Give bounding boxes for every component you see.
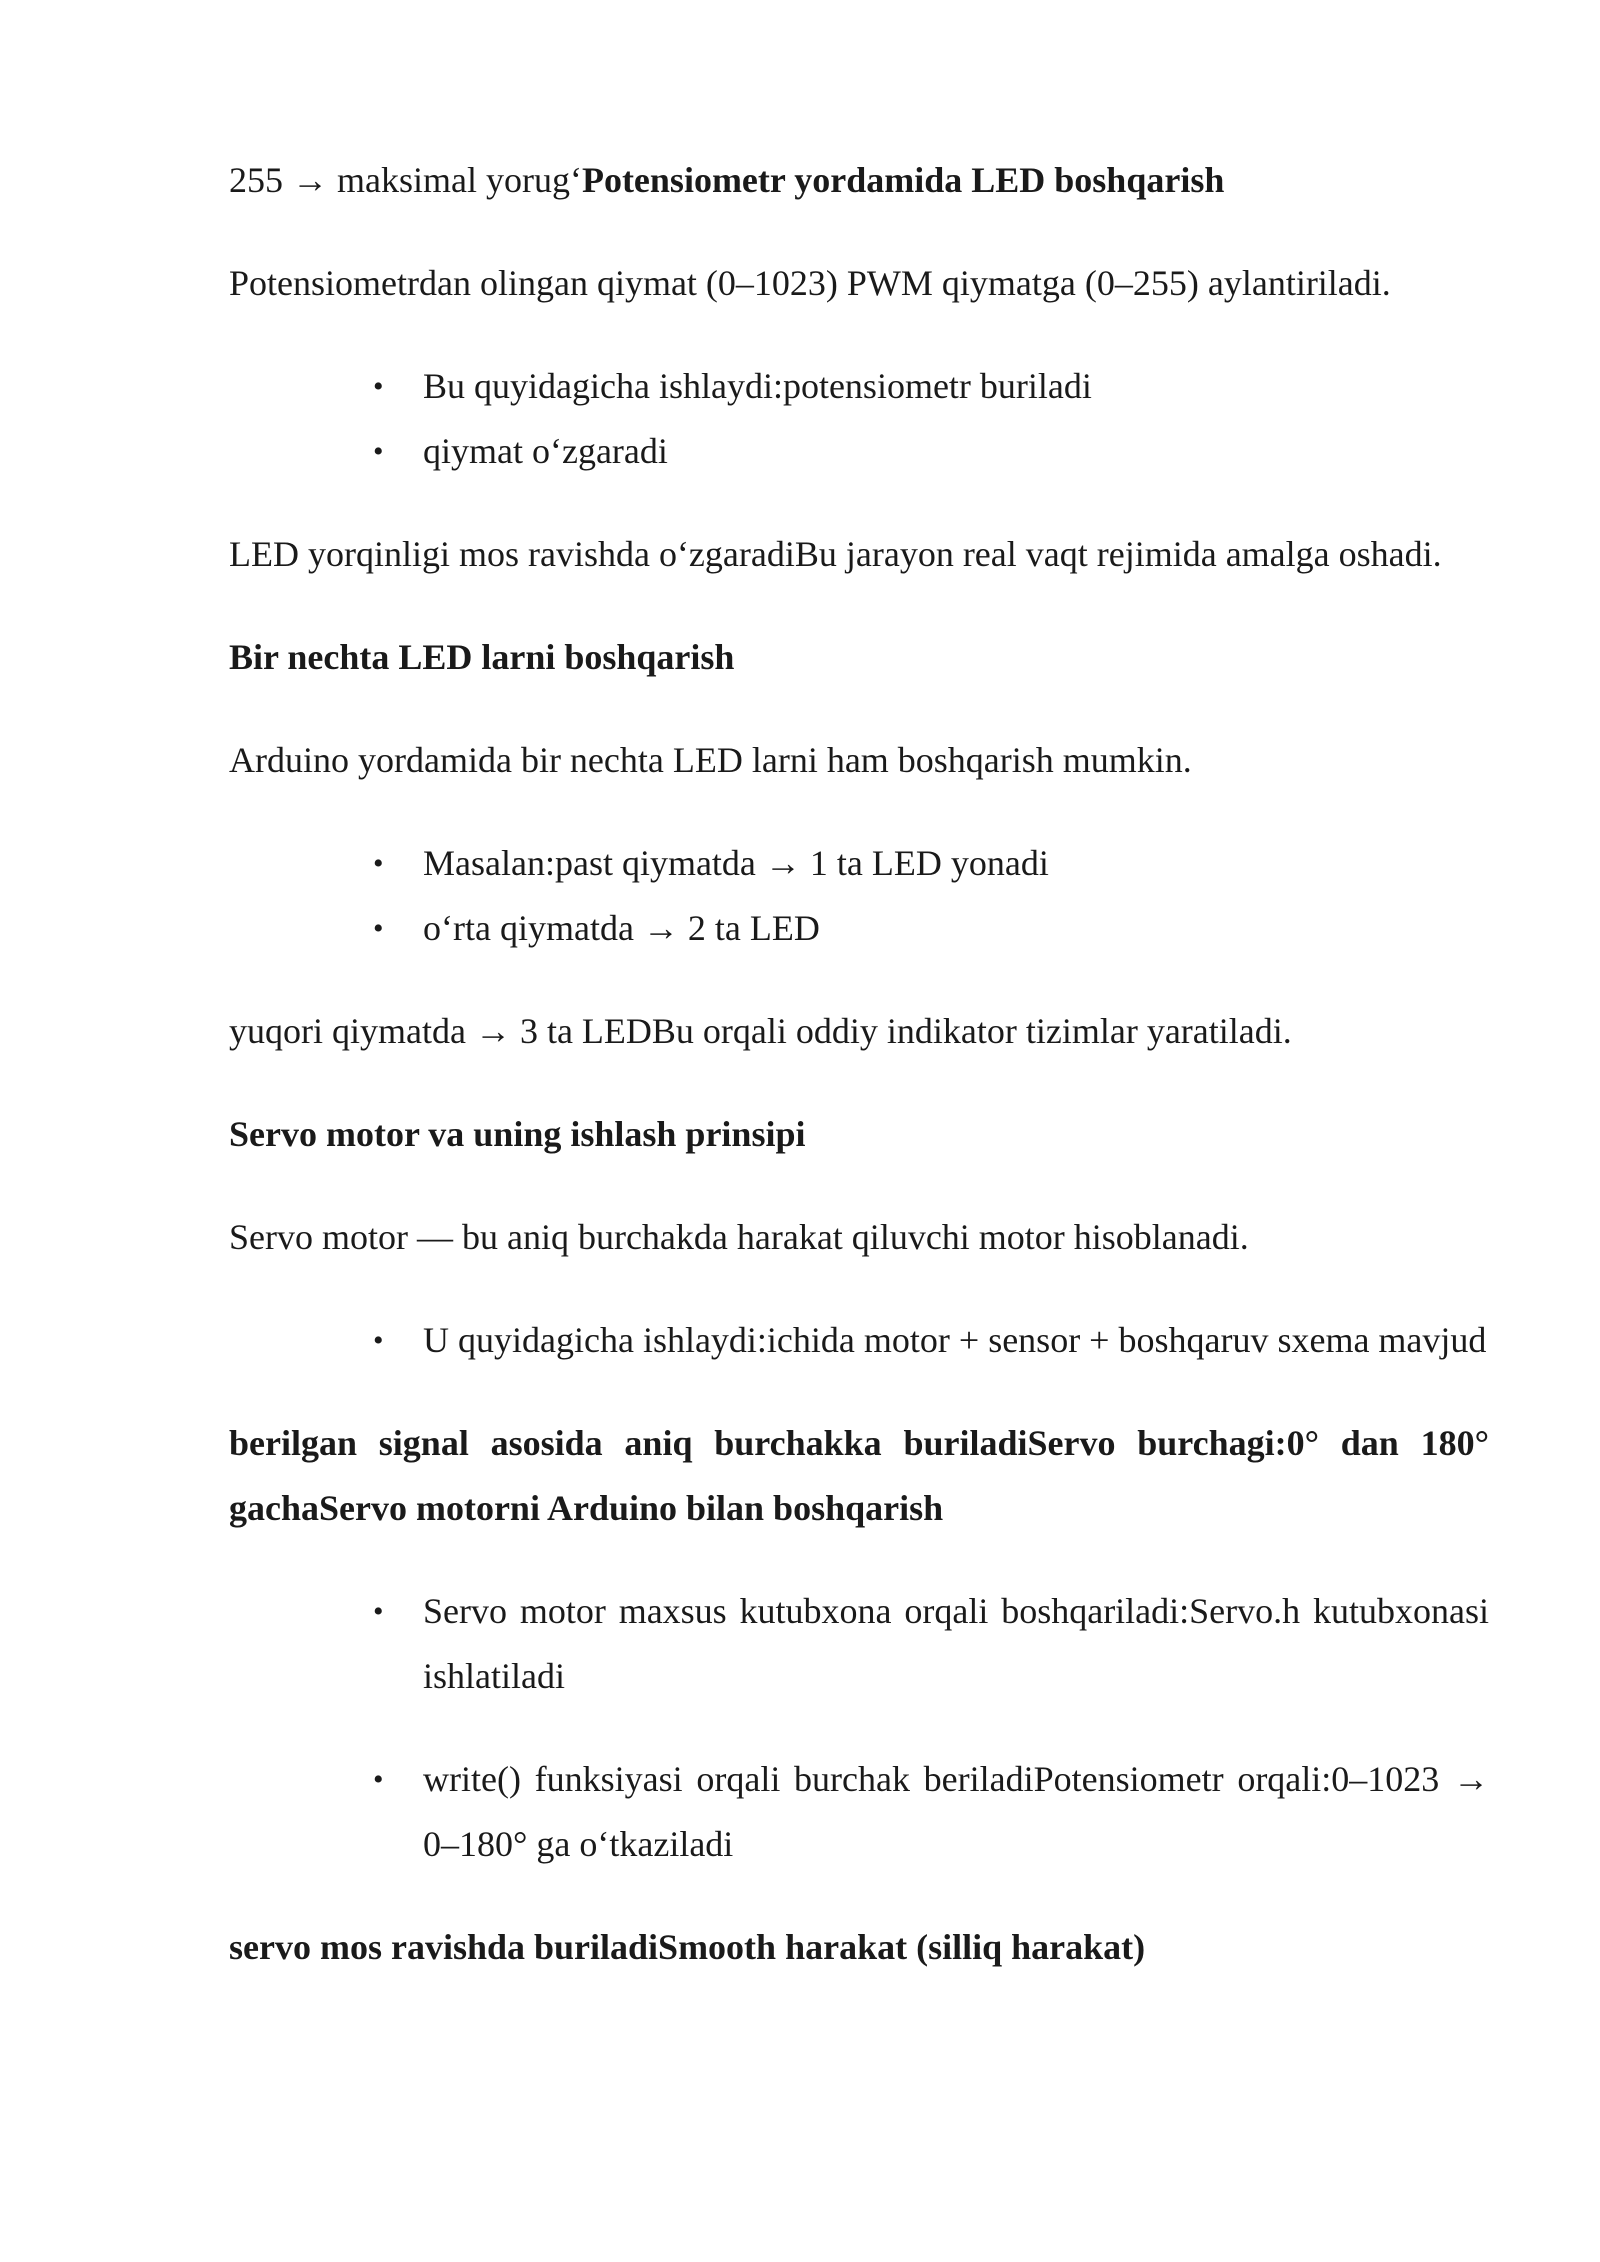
paragraph-led-brightness: LED yorqinligi mos ravishda o‘zgaradiBu jarayon real vaqt rejimida amalga oshadi. [229, 534, 1442, 574]
list-item [373, 896, 1489, 961]
list-item-text: write() funksiyasi orqali burchak beriladiPotensiometr orqali:0–1023 → 0–180° ga o‘tkaziladi [423, 1759, 1489, 1864]
heading-smooth-motion: servo mos ravishda buriladiSmooth harakat (silliq harakat) [229, 1927, 1146, 1967]
bullet-icon: • [373, 370, 384, 403]
list-item-text: o‘rta qiymatda → 2 ta LED [423, 908, 820, 948]
list-item-text: qiymat o‘zgaradi [423, 431, 668, 471]
list-item [373, 354, 1489, 419]
bullet-icon: • [373, 847, 384, 880]
bullet-icon: • [373, 1595, 384, 1628]
heading-multiple-leds: Bir nechta LED larni boshqarish [229, 637, 735, 677]
list-item [373, 831, 1489, 896]
bullet-list-led-levels [229, 831, 1489, 961]
paragraph-potentiometer-value: Potensiometrdan olingan qiymat (0–1023) PWM qiymatga (0–255) aylantiriladi. [229, 263, 1391, 303]
heading-servo-motor: Servo motor va uning ishlash prinsipi [229, 1114, 806, 1154]
list-item [373, 1747, 1489, 1877]
bullet-icon: • [373, 1324, 384, 1357]
paragraph-servo-definition: Servo motor — bu aniq burchakda harakat qiluvchi motor hisoblanadi. [229, 1217, 1249, 1257]
document-page [229, 148, 1489, 2018]
paragraph-pwm-max [229, 148, 1489, 213]
bullet-icon: • [373, 1763, 384, 1796]
bullet-list-servo-parts [229, 1308, 1489, 1373]
heading-servo-angle: berilgan signal asosida aniq burchakka buriladiServo burchagi:0° dan 180° gachaServo motorni Arduino bilan boshqarish [229, 1423, 1489, 1528]
paragraph-arduino-multiple-leds: Arduino yordamida bir nechta LED larni ham boshqarish mumkin. [229, 740, 1192, 780]
list-item [373, 1308, 1489, 1373]
list-item-text: U quyidagicha ishlaydi:ichida motor + sensor + boshqaruv sxema mavjud [423, 1320, 1487, 1360]
bullet-list-servo-control [229, 1579, 1489, 1877]
list-item [373, 419, 1489, 484]
list-item-text: Masalan:past qiymatda → 1 ta LED yonadi [423, 843, 1049, 883]
bullet-list-potentiometer [229, 354, 1489, 484]
paragraph-pwm-max-text: 255 → maksimal yorug‘ [229, 160, 582, 200]
list-item-text: Bu quyidagicha ishlaydi:potensiometr buriladi [423, 366, 1092, 406]
bullet-icon: • [373, 912, 384, 945]
list-item-text: Servo motor maxsus kutubxona orqali boshqariladi:Servo.h kutubxonasi ishlatiladi [423, 1591, 1489, 1696]
list-item [373, 1579, 1489, 1709]
bullet-icon: • [373, 435, 384, 468]
heading-potentiometer-led: Potensiometr yordamida LED boshqarish [581, 160, 1225, 200]
paragraph-indicator-systems: yuqori qiymatda → 3 ta LEDBu orqali oddiy indikator tizimlar yaratiladi. [229, 1011, 1292, 1051]
